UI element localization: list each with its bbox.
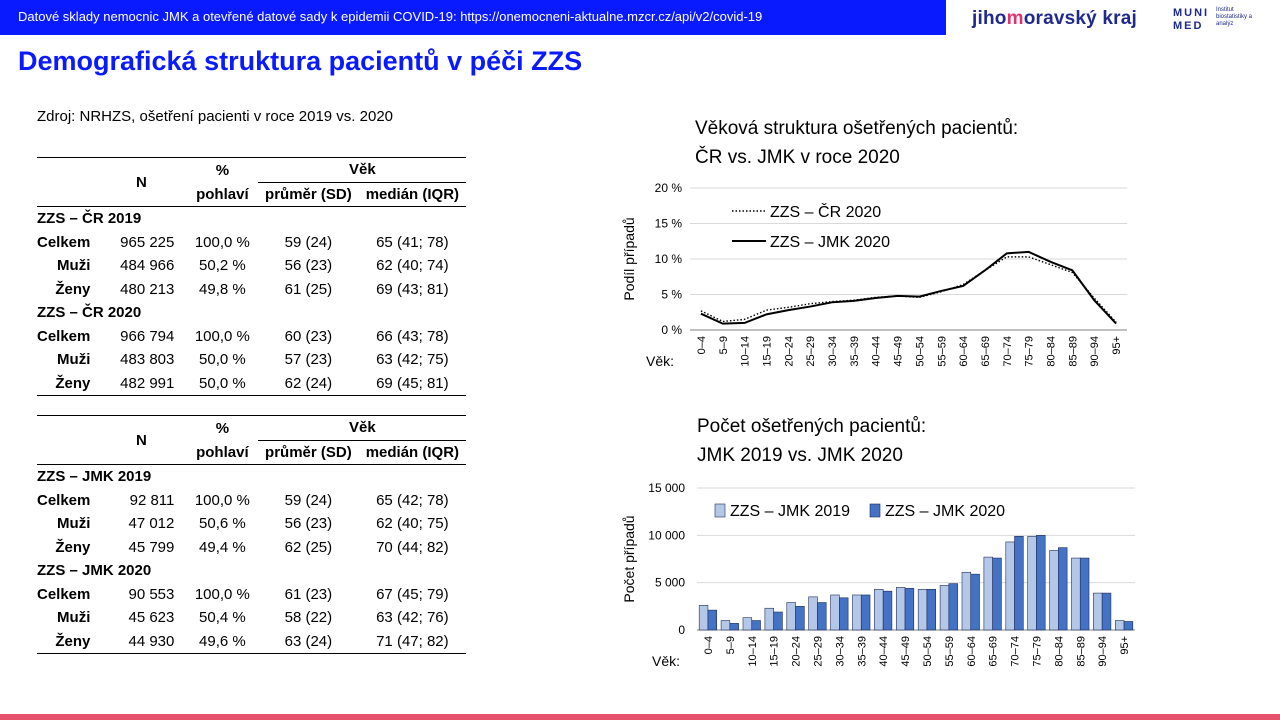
source-note: Zdroj: NRHZS, ošetření pacienti v roce 2019 vs. 2020 (37, 108, 394, 125)
table-row (37, 231, 466, 255)
row-label: Ženy (37, 372, 96, 396)
bar-2019 (896, 587, 905, 630)
y-tick-label: 20 % (654, 181, 682, 195)
y-tick-label: 5 % (661, 287, 682, 302)
x-tick-label: 75–79 (1031, 636, 1044, 667)
bar-2019 (1006, 542, 1015, 630)
page-title: Demografická struktura pacientů v péči ZZS (18, 46, 583, 76)
cell-n: 966 794 (120, 327, 175, 345)
cell-n: 482 991 (96, 372, 186, 396)
x-tick-label: 45–49 (892, 336, 905, 367)
table-row (37, 489, 466, 513)
bar-2019 (1071, 558, 1080, 630)
cell-mean: 63 (24) (258, 630, 358, 654)
bar-2020 (708, 610, 717, 630)
line-chart-title: Věková struktura ošetřených pacientů: ČR vs. JMK v roce 2020 (695, 118, 1019, 168)
x-tick-label: 50–54 (921, 636, 934, 667)
x-tick-label: 40–44 (870, 336, 883, 367)
bar-2019 (831, 595, 840, 630)
bar-2019 (874, 589, 883, 630)
cell-mean: 56 (23) (284, 257, 333, 275)
bar-2020 (971, 574, 980, 630)
x-tick-label: 30–34 (834, 636, 847, 667)
cell-n: 45 799 (128, 538, 175, 556)
x-tick-label: 55–59 (936, 336, 949, 367)
bar-2020 (1080, 558, 1089, 630)
cell-n: 45 623 (128, 609, 175, 627)
x-tick-label: 95+ (1119, 636, 1132, 655)
cell-median: 63 (42; 76) (376, 609, 449, 627)
bar-2019 (721, 621, 730, 630)
cell-n: 90 553 (128, 585, 175, 603)
col-header-n: N (96, 416, 186, 465)
cell-n: 483 803 (120, 351, 175, 369)
institute-logo-text: Institut biostatistiky a analýz (1216, 7, 1253, 27)
legend-label: ZZS – JMK 2020 (770, 234, 891, 251)
cell-median: 71 (47; 82) (358, 630, 466, 654)
cell-median: 66 (43; 78) (376, 327, 449, 345)
bar-2020 (1102, 593, 1111, 630)
y-axis-label: Podíl případů (621, 217, 637, 301)
cell-mean: 61 (23) (284, 585, 333, 603)
top-banner (0, 0, 946, 35)
bar-2020 (817, 603, 826, 630)
cell-mean: 62 (24) (258, 372, 358, 396)
series-line-1 (701, 257, 1116, 322)
x-tick-label: 80–84 (1053, 636, 1066, 667)
cell-median: 65 (42; 78) (376, 491, 449, 509)
col-header-gender: pohlaví (186, 440, 258, 465)
y-tick-label: 15 000 (648, 481, 685, 495)
col-header-mean: průměr (SD) (258, 440, 358, 465)
table-section-title: ZZS – ČR 2019 (37, 210, 142, 228)
x-tick-label: 25–29 (812, 636, 825, 667)
stats-table-1 (37, 157, 466, 396)
col-header-pct: % (186, 416, 258, 441)
y-tick-label: 10 000 (648, 528, 685, 543)
bar-2020 (774, 612, 783, 630)
x-tick-label: 15–19 (768, 636, 781, 667)
cell-n: 484 966 (120, 257, 175, 275)
bar-2020 (1036, 535, 1045, 630)
cell-mean: 57 (23) (284, 351, 333, 369)
y-axis-label: Počet případů (621, 515, 637, 603)
x-tick-label: 0–4 (695, 336, 708, 355)
table-row (37, 278, 466, 302)
x-tick-label: 60–64 (965, 636, 978, 667)
y-tick-label: 10 % (654, 252, 682, 266)
x-tick-label: 40–44 (878, 636, 891, 667)
cell-pct: 50,0 % (199, 351, 246, 369)
bar-2020 (1058, 548, 1067, 630)
bottom-accent-bar (0, 714, 1280, 720)
legend-label: ZZS – JMK 2020 (885, 503, 1006, 520)
cell-n: 965 225 (120, 233, 175, 251)
x-tick-label: 10–14 (739, 336, 752, 367)
cell-pct: 50,4 % (199, 609, 246, 627)
cell-median: 65 (41; 78) (376, 233, 449, 251)
x-tick-label: 70–74 (1001, 336, 1014, 367)
x-tick-label: 70–74 (1009, 636, 1022, 667)
bar-2020 (1015, 536, 1024, 630)
legend-label: ZZS – ČR 2020 (770, 204, 882, 221)
cell-pct: 50,2 % (199, 257, 246, 275)
bar-2020 (752, 621, 761, 630)
x-tick-label: 85–89 (1075, 636, 1088, 667)
x-tick-label: 50–54 (914, 336, 927, 367)
bar-2020 (839, 598, 848, 630)
x-tick-label: 85–89 (1067, 336, 1080, 367)
x-tick-label: 30–34 (827, 336, 840, 367)
legend-swatch-1 (715, 504, 725, 517)
cell-median: 63 (42; 75) (376, 351, 449, 369)
cell-mean: 60 (23) (284, 327, 333, 345)
table-row (37, 512, 466, 536)
cell-mean: 56 (23) (284, 515, 333, 533)
x-tick-label: 5–9 (724, 636, 737, 655)
cell-pct: 100,0 % (194, 491, 250, 509)
table-section-title: ZZS – ČR 2020 (37, 304, 142, 322)
col-header-pct: % (186, 158, 258, 183)
x-tick-label: 0–4 (702, 636, 715, 655)
bar-2020 (796, 606, 805, 630)
line-chart (610, 175, 1170, 415)
col-header-age: Věk (258, 158, 466, 183)
table-row (37, 536, 466, 560)
cell-n: 47 012 (128, 515, 175, 533)
cell-pct: 100,0 % (194, 585, 250, 603)
bar-2019 (699, 605, 708, 630)
bar-2020 (949, 584, 958, 630)
bar-2019 (940, 586, 949, 630)
table-row (37, 325, 466, 349)
table-row (37, 583, 466, 607)
bar-2019 (1028, 536, 1037, 630)
cell-n: 92 811 (129, 491, 175, 509)
legend-swatch-2 (870, 504, 880, 517)
cell-median: 62 (40; 75) (376, 515, 449, 533)
cell-pct: 100,0 % (194, 233, 250, 251)
bar-2019 (918, 589, 927, 630)
bar-2019 (1093, 593, 1102, 630)
y-tick-label: 15 % (654, 216, 682, 231)
col-header-mean: průměr (SD) (258, 182, 358, 207)
row-label: Ženy (55, 280, 91, 298)
stats-table-2 (37, 415, 466, 654)
x-tick-label: 10–14 (746, 636, 759, 667)
x-tick-label: 25–29 (805, 336, 818, 367)
x-axis-label: Věk: (646, 353, 675, 369)
bar-2019 (1115, 621, 1124, 630)
jmk-logo: jihomoravský kraj (972, 8, 1138, 29)
bar-2019 (984, 557, 993, 630)
row-label: Muži (57, 351, 91, 369)
col-header-gender: pohlaví (186, 182, 258, 207)
table-row (37, 606, 466, 630)
cell-median: 62 (40; 74) (376, 257, 449, 275)
bar-2020 (1124, 621, 1133, 630)
col-header-n: N (96, 158, 186, 207)
cell-n: 44 930 (96, 630, 186, 654)
cell-mean: 61 (25) (284, 280, 333, 298)
bar-2020 (730, 623, 739, 630)
x-tick-label: 45–49 (900, 636, 913, 667)
bar-2020 (905, 588, 914, 630)
x-tick-label: 5–9 (717, 336, 730, 355)
table-row (37, 348, 466, 372)
bar-2020 (861, 595, 870, 630)
x-tick-label: 20–24 (790, 636, 803, 667)
x-tick-label: 20–24 (783, 336, 796, 367)
cell-pct: 49,6 % (186, 630, 258, 654)
x-tick-label: 15–19 (761, 336, 774, 367)
bar-2019 (743, 618, 752, 630)
x-tick-label: 95+ (1111, 336, 1124, 355)
cell-mean: 58 (22) (284, 609, 333, 627)
x-tick-label: 65–69 (979, 336, 992, 367)
x-tick-label: 90–94 (1097, 636, 1110, 667)
cell-median: 69 (45; 81) (358, 372, 466, 396)
table-row (37, 630, 466, 654)
x-tick-label: 80–84 (1045, 336, 1058, 367)
cell-n: 480 213 (120, 280, 175, 298)
bar-2019 (852, 595, 861, 630)
y-tick-label: 0 % (661, 323, 682, 337)
x-tick-label: 55–59 (943, 636, 956, 667)
cell-median: 70 (44; 82) (376, 538, 449, 556)
table-section-title: ZZS – JMK 2019 (37, 468, 152, 486)
cell-median: 67 (45; 79) (376, 585, 449, 603)
x-tick-label: 60–64 (958, 336, 971, 367)
bar-2019 (1050, 550, 1059, 630)
cell-pct: 50,0 % (186, 372, 258, 396)
row-label: Ženy (55, 538, 91, 556)
col-header-age: Věk (258, 416, 466, 441)
x-tick-label: 35–39 (848, 336, 861, 367)
bar-2019 (809, 597, 818, 630)
col-header-median: medián (IQR) (358, 440, 466, 465)
x-tick-label: 65–69 (987, 636, 1000, 667)
cell-pct: 49,8 % (199, 280, 246, 298)
x-tick-label: 90–94 (1089, 336, 1102, 367)
cell-pct: 49,4 % (199, 538, 246, 556)
x-axis-label: Věk: (652, 653, 681, 669)
row-label: Celkem (37, 327, 91, 345)
muni-med-logo: MUNI MED (1173, 7, 1210, 32)
cell-pct: 50,6 % (199, 515, 246, 533)
table-section-title: ZZS – JMK 2020 (37, 562, 152, 580)
row-label: Muži (57, 515, 91, 533)
row-label: Muži (57, 257, 91, 275)
table-row (37, 254, 466, 278)
y-tick-label: 0 (678, 623, 685, 637)
row-label: Ženy (37, 630, 96, 654)
table-row (37, 372, 466, 396)
banner-text: Datové sklady nemocnic JMK a otevřené datové sady k epidemii COVID-19: https://onemocneni-aktualne.mzcr.cz/api/v2/covid-19 (18, 9, 763, 24)
x-tick-label: 35–39 (856, 636, 869, 667)
cell-mean: 59 (24) (284, 233, 333, 251)
legend-label: ZZS – JMK 2019 (730, 503, 851, 520)
bar-2020 (993, 558, 1002, 630)
bar-2019 (765, 608, 774, 630)
bar-2020 (883, 591, 892, 630)
bar-chart (610, 475, 1170, 705)
bar-2019 (787, 603, 796, 630)
series-line-2 (701, 252, 1116, 324)
cell-pct: 100,0 % (194, 327, 250, 345)
row-label: Muži (57, 609, 91, 627)
row-label: Celkem (37, 491, 91, 509)
col-header-median: medián (IQR) (358, 182, 466, 207)
row-label: Celkem (37, 233, 91, 251)
row-label: Celkem (37, 585, 91, 603)
bar-2020 (927, 589, 936, 630)
cell-mean: 59 (24) (284, 491, 333, 509)
y-tick-label: 5 000 (654, 575, 685, 590)
x-tick-label: 75–79 (1023, 336, 1036, 367)
bar-chart-title: Počet ošetřených pacientů: JMK 2019 vs. JMK 2020 (697, 416, 927, 466)
bar-2019 (962, 572, 971, 630)
cell-mean: 62 (25) (284, 538, 333, 556)
cell-median: 69 (43; 81) (376, 280, 449, 298)
